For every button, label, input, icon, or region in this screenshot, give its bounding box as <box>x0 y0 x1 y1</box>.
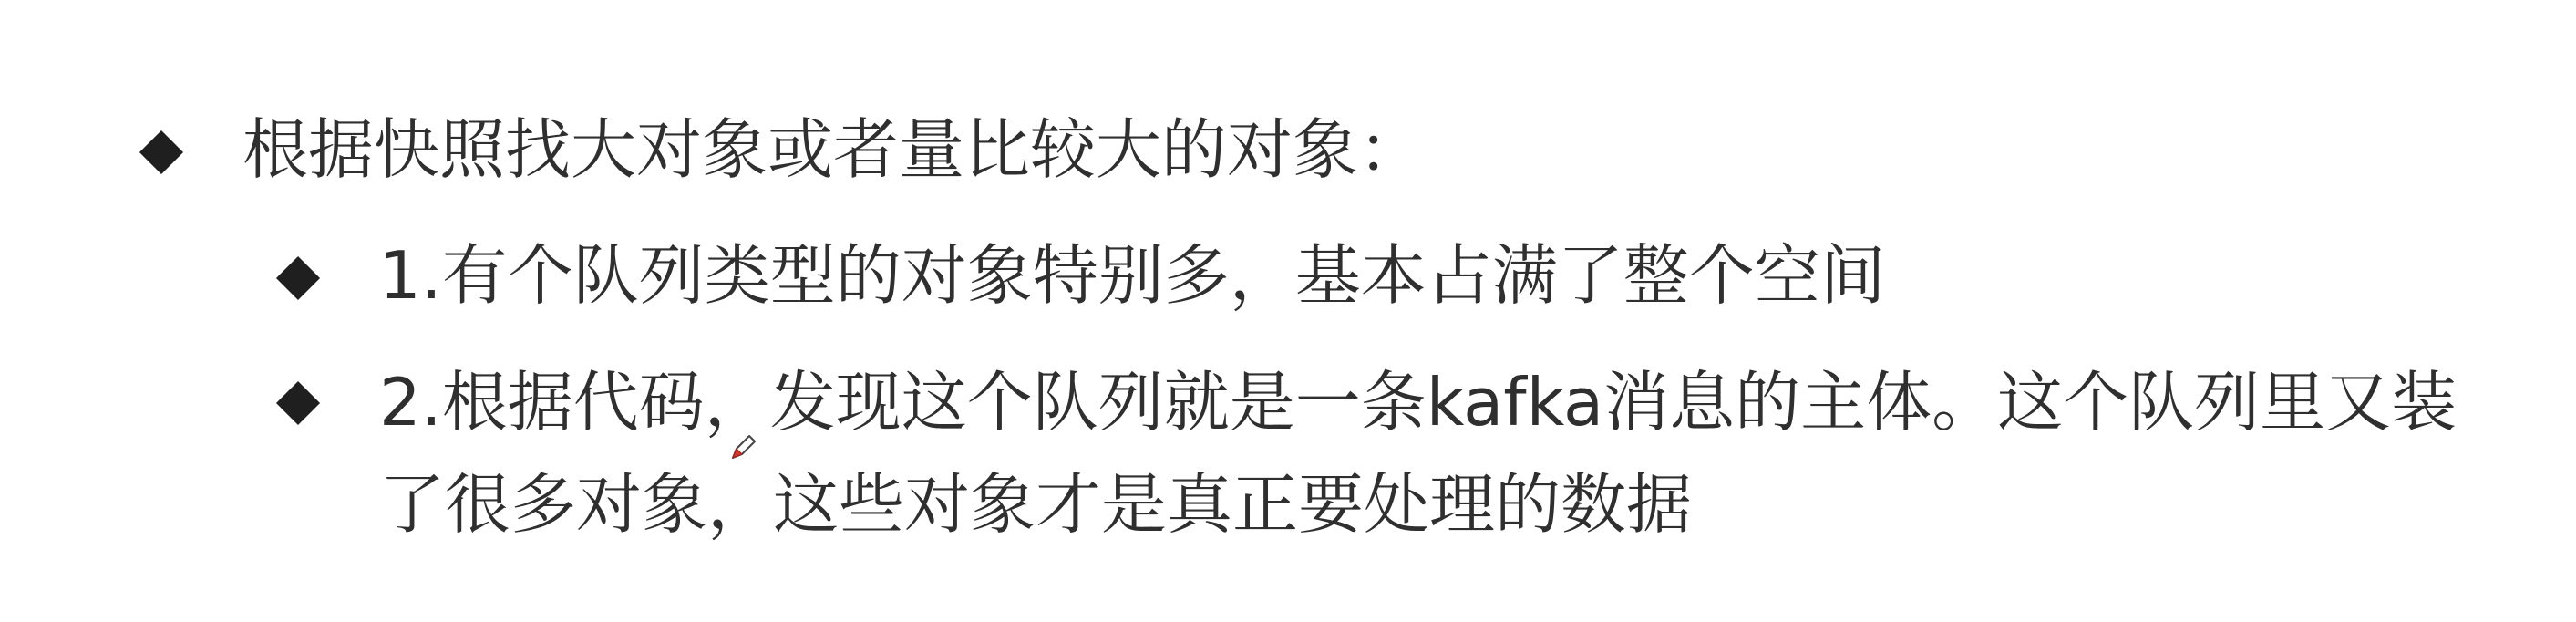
bullet-main-text: 根据快照找大对象或者量比较大的对象： <box>242 111 1425 188</box>
diamond-bullet-icon <box>276 256 320 300</box>
bullet-sub-2-text: 2.根据代码，发现这个队列就是一条kafka消息的主体。这个队列里又装了很多对象，这些对象才是真正要处理的数据 <box>379 364 2458 544</box>
diamond-bullet-icon <box>139 130 183 174</box>
diamond-bullet-icon <box>276 381 320 425</box>
bullet-sub-1 <box>283 226 1886 326</box>
bullet-sub-1-text: 1.有个队列类型的对象特别多，基本占满了整个空间 <box>379 237 1886 314</box>
bullet-main <box>146 100 1424 200</box>
bullet-sub-2 <box>283 351 2458 556</box>
pen-cursor-icon <box>729 434 757 461</box>
